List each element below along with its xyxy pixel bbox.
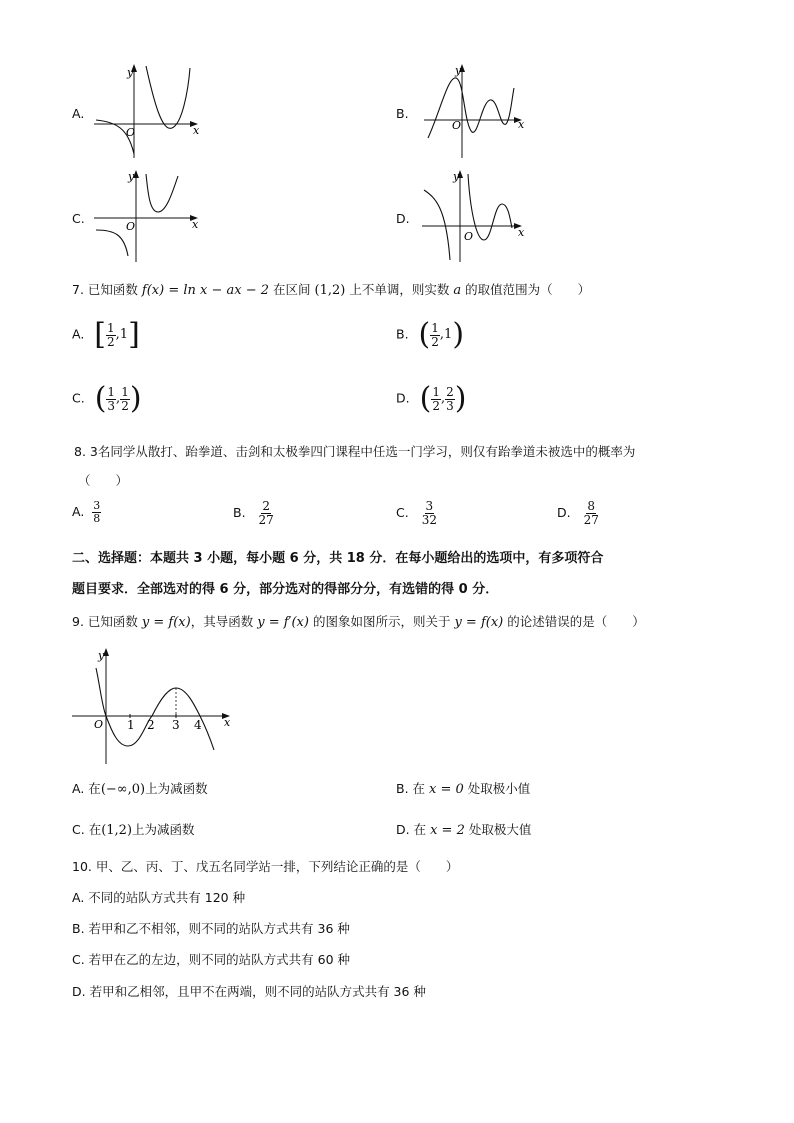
question-10 — [72, 859, 458, 875]
option-label: C. — [72, 822, 85, 837]
function-expression: f(x) = ln x − ax − 2 — [141, 283, 270, 298]
question-text: 的论述错误的是（ ） — [507, 614, 645, 629]
option-b-label: B. — [396, 106, 409, 121]
option-text: 在 — [413, 822, 427, 837]
function-expression: y = f(x) — [454, 615, 504, 630]
q9-option-a[interactable] — [72, 781, 208, 798]
graph-option-a — [88, 62, 208, 160]
q10-option-b[interactable]: B. 若甲和乙不相邻，则不同的站队方式共有 36 种 — [72, 921, 350, 936]
fraction: $\frac{1}{2}$ — [432, 384, 440, 413]
bracket: [ — [94, 317, 107, 352]
question-text: 的图象如图所示，则关于 — [312, 614, 451, 629]
option-text: 上为减函数 — [145, 781, 208, 796]
y-axis-label: y — [128, 170, 135, 183]
option-math: x = 0 — [429, 782, 464, 797]
question-text: ，其导函数 — [190, 614, 254, 629]
question-8 — [74, 444, 635, 460]
option-label: D. — [396, 390, 410, 406]
option-label: B. — [396, 781, 409, 796]
option-math: (1,2) — [101, 823, 133, 838]
q8-option-d[interactable] — [557, 500, 600, 527]
q7-option-b[interactable] — [396, 317, 465, 352]
option-text: 上为减函数 — [132, 822, 195, 837]
q9-option-d[interactable] — [396, 822, 531, 839]
option-text: 在 — [88, 781, 101, 796]
option-text: 在 — [412, 781, 426, 796]
x-axis-label: x — [518, 118, 525, 131]
q8-option-a[interactable] — [72, 500, 101, 525]
option-label: C. — [72, 390, 85, 406]
question-9 — [72, 614, 645, 631]
option-text: 处取极大值 — [468, 822, 532, 837]
option-d-label: D. — [396, 211, 410, 226]
option-text: 处取极小值 — [467, 781, 531, 796]
fraction: $\frac{1}{2}$ — [121, 384, 129, 413]
q10-option-d[interactable]: D. 若甲和乙相邻，且甲不在两端，则不同的站队方式共有 36 种 — [72, 984, 426, 999]
question-number: 9. — [72, 614, 84, 629]
q7-option-a[interactable] — [72, 317, 140, 352]
option-label: B. — [233, 505, 246, 520]
graph-option-b — [420, 62, 532, 160]
origin-label: O — [452, 119, 462, 132]
q8-option-b[interactable] — [233, 500, 275, 527]
x-axis-label: x — [192, 218, 199, 231]
option-rest: ,1 — [439, 327, 453, 342]
bracket: ( — [419, 381, 432, 416]
origin-label: O — [464, 230, 474, 243]
derivative-graph — [70, 642, 236, 768]
variable: a — [453, 283, 462, 298]
question-text: 在区间 — [273, 282, 311, 297]
option-label: A. — [72, 781, 85, 796]
answer-paren: （ ） — [78, 473, 129, 488]
x-axis-label: x — [224, 716, 231, 729]
section-heading-line1: 二、选择题：本题共 3 小题，每小题 6 分，共 18 分．在每小题给出的选项中，有多项符合 — [72, 551, 604, 566]
option-label: A. — [72, 504, 85, 519]
y-axis-label: y — [127, 66, 134, 79]
q8-option-c[interactable] — [396, 500, 438, 527]
origin-label: O — [126, 220, 136, 233]
bracket: ] — [128, 317, 140, 352]
question-text: 3名同学从散打、跆拳道、击剑和太极拳四门课程中任选一门学习，则仅有跆拳道未被选中的概率为 — [89, 444, 636, 459]
fraction: $\frac{1}{2}$ — [107, 320, 115, 349]
option-text: 在 — [88, 822, 102, 837]
question-number: 7. — [72, 282, 84, 297]
fraction: $\frac{1}{2}$ — [431, 320, 439, 349]
question-text: 已知函数 — [87, 614, 138, 629]
question-number: 10. — [72, 859, 92, 874]
question-number: 8. — [74, 444, 86, 459]
bracket: ) — [454, 381, 467, 416]
option-label: B. — [396, 326, 409, 342]
graph-option-c — [88, 168, 208, 264]
option-rest: ,1 — [115, 327, 129, 342]
graph-option-d — [418, 168, 532, 264]
tick-label: 1 — [127, 718, 135, 732]
section-heading-line2: 题目要求．全部选对的得 6 分，部分选对的得部分分，有选错的得 0 分． — [72, 582, 499, 597]
option-math: x = 2 — [430, 823, 465, 838]
q7-option-d[interactable]: D. ( $\frac{1}{2}$ , $\frac{2}{3}$ ) — [396, 381, 467, 416]
option-label: A. — [72, 326, 85, 342]
q10-option-a[interactable]: A. 不同的站队方式共有 120 种 — [72, 890, 246, 905]
fraction: $\frac{1}{3}$ — [107, 384, 116, 413]
option-c-label: C. — [72, 211, 85, 226]
fraction: $\frac{8}{27}$ — [583, 499, 599, 527]
option-label: D. — [557, 505, 571, 520]
origin-label: O — [94, 718, 104, 731]
tick-label: 4 — [194, 718, 202, 732]
q7-option-c[interactable]: C. ( $\frac{1}{3}$ , $\frac{1}{2}$ ) — [72, 381, 142, 416]
option-math: (−∞,0) — [100, 782, 146, 797]
x-axis-label: x — [518, 226, 525, 239]
question-text: 上不单调，则实数 — [349, 282, 450, 297]
tick-label: 3 — [172, 718, 180, 732]
option-label: D. — [396, 822, 410, 837]
y-axis-label: y — [453, 170, 460, 183]
q9-option-b[interactable] — [396, 781, 530, 798]
derivative-expression: y = f′(x) — [257, 615, 309, 630]
fraction: $\frac{2}{3}$ — [446, 384, 454, 413]
question-7 — [72, 282, 590, 299]
interval: (1,2) — [314, 283, 346, 298]
option-label: C. — [396, 505, 409, 520]
question-text: 的取值范围为（ ） — [465, 282, 591, 297]
x-axis-label: x — [193, 124, 200, 137]
question-text: 甲、乙、丙、丁、戊五名同学站一排，下列结论正确的是（ ） — [95, 859, 459, 874]
y-axis-label: y — [98, 649, 105, 662]
bracket: ( — [94, 381, 107, 416]
fraction: $\frac{3}{32}$ — [421, 499, 437, 527]
question-text: 已知函数 — [87, 282, 138, 297]
function-expression: y = f(x) — [141, 615, 191, 630]
origin-label: O — [126, 126, 136, 139]
option-a-label: A. — [72, 106, 85, 121]
fraction: $\frac{3}{8}$ — [93, 499, 101, 525]
bracket: ) — [452, 317, 465, 352]
q10-option-c[interactable]: C. 若甲在乙的左边，则不同的站队方式共有 60 种 — [72, 952, 351, 967]
bracket: ( — [418, 317, 431, 352]
bracket: ) — [129, 381, 142, 416]
y-axis-label: y — [455, 64, 462, 77]
tick-label: 2 — [147, 718, 155, 732]
fraction: $\frac{2}{27}$ — [258, 499, 274, 527]
q9-option-c[interactable] — [72, 822, 195, 839]
